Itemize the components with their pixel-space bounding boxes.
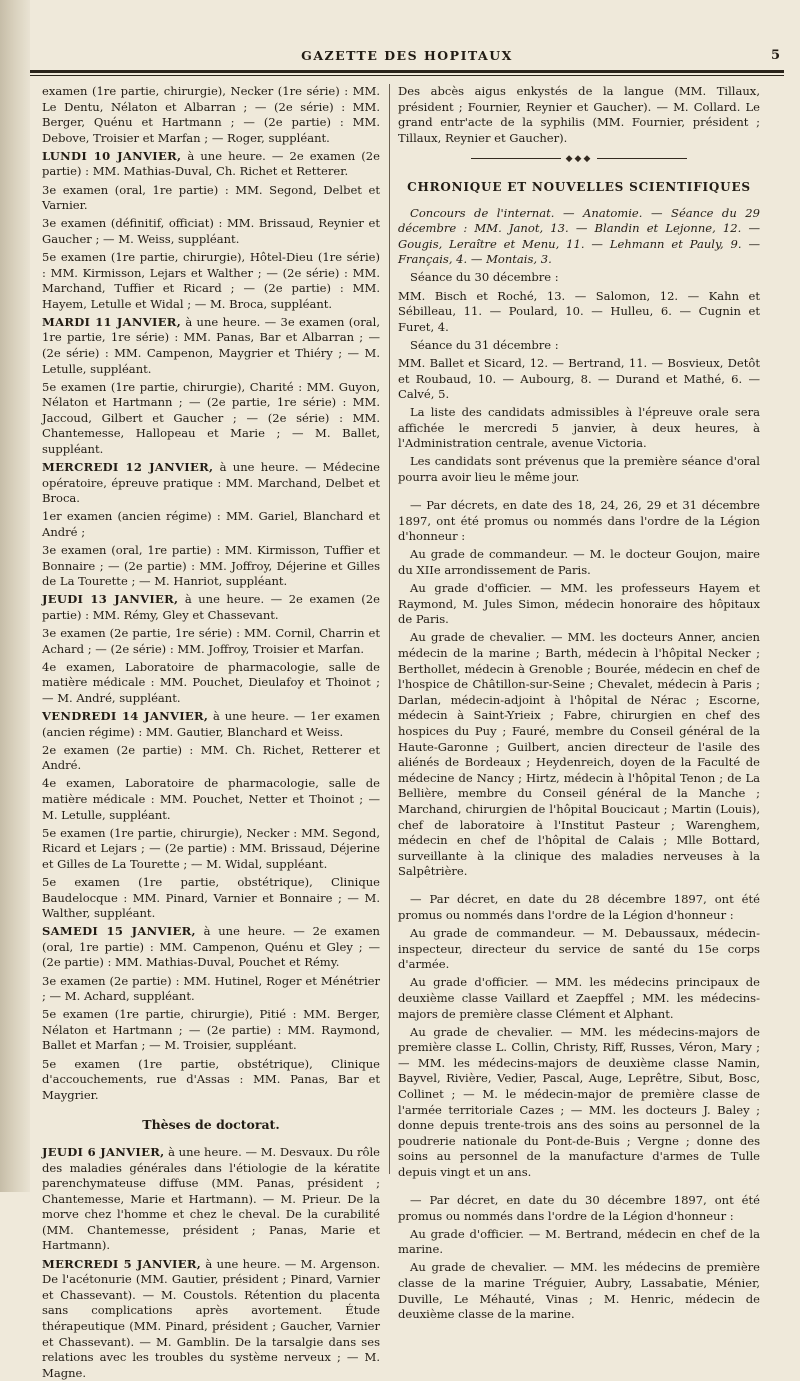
paragraph: MM. Ballet et Sicard, 12. — Bertrand, 11. — Bosvieux, Detôt et Roubaud, 10. — Aubourg, 8. — Durand et Mathé, 6. — Calvé, 5. (398, 355, 760, 402)
page-binding-shadow (0, 0, 30, 1192)
paragraph: 5e examen (1re partie, obstétrique), Clinique Baudelocque : MM. Pinard, Varnier et Bonnaire ; — M. Walther, suppléant. (42, 875, 380, 921)
paragraph: JEUDI 6 JANVIER, à une heure. — M. Desvaux. Du rôle des maladies générales dans l'étiologie de la kératite parenchymateuse diffuse (MM. Panas, président ; Chantemesse, Marie et Hartmann). — M. Prieur. De la morve chez l'homme et chez le cheval. De la curabilité (MM. Chantemesse, président ; Panas, Marie et Hartmann). (42, 1144, 380, 1253)
paragraph: 3e examen (oral, 1re partie) : MM. Kirmisson, Tuffier et Bonnaire ; — (2e partie) : MM. Joffroy, Déjerine et Gilles de La Tourette ; — M. Hanriot, suppléant. (42, 543, 380, 589)
paragraph: Séance du 30 décembre : (410, 270, 559, 285)
paragraph: 3e examen (définitif, officiat) : MM. Brissaud, Reynier et Gaucher ; — M. Weiss, suppléant. (42, 216, 380, 246)
paragraph: 1er examen (ancien régime) : MM. Gariel, Blanchard et André ; (42, 509, 380, 540)
exam-date: MERCREDI 12 JANVIER, (42, 460, 214, 475)
newspaper-page (30, 0, 784, 1380)
paragraph: 3e examen (2e partie, 1re série) : MM. Cornil, Charrin et Achard ; — (2e série) : MM. Joffroy, Troisier et Marfan. (42, 626, 380, 656)
paragraph: LUNDI 10 JANVIER, à une heure. — 2e examen (2e partie) : MM. Mathias-Duval, Ch. Richet et Retterer. (42, 148, 380, 179)
paragraph: La liste des candidats admissibles à l'épreuve orale sera affichée le mercredi 5 janvier, à deux heures, à l'Administration centrale, avenue Victoria. (398, 405, 760, 451)
exam-date: JEUDI 6 JANVIER, (42, 1144, 165, 1159)
paragraph: 3e examen (2e partie) : MM. Hutinel, Roger et Ménétrier ; — M. Achard, suppléant. (42, 973, 380, 1004)
paragraph: Au grade d'officier. — M. Bertrand, médecin en chef de la marine. (398, 1226, 760, 1257)
right-column (398, 84, 760, 1322)
page-header (30, 44, 784, 66)
header-rule-thin (30, 75, 784, 76)
paragraph: JEUDI 13 JANVIER, à une heure. — 2e examen (2e partie) : MM. Rémy, Gley et Chassevant. (42, 592, 380, 622)
paragraph: VENDREDI 14 JANVIER, à une heure. — 1er examen (ancien régime) : MM. Gautier, Blanchard et Weiss. (42, 709, 380, 739)
paragraph: — Par décrets, en date des 18, 24, 26, 29 et 31 décembre 1897, ont été promus ou nommés dans l'ordre de la Légion d'honneur : (398, 498, 760, 544)
page-number: 5 (770, 48, 780, 63)
paragraph: 5e examen (1re partie, obstétrique), Clinique d'accouchements, rue d'Assas : MM. Panas, Bar et Maygrier. (42, 1056, 380, 1102)
paragraph: MERCREDI 5 JANVIER, à une heure. — M. Argenson. De l'acétonurie (MM. Gautier, président ; Pinard, Varnier et Chassevant). — M. Coustols. Rétention du placenta sans complications après avortement. Étude thérapeutique (MM. Pinard, président ; Gaucher, Varnier et Chassevant). — M. Gamblin. De la tarsalgie dans ses relations avec les troubles du système nerveux ; — M. Magne. (42, 1256, 380, 1380)
page-title: GAZETTE DES HOPITAUX (301, 48, 513, 63)
paragraph: MERCREDI 12 JANVIER, à une heure. — Médecine opératoire, épreuve pratique : MM. Marchand, Delbet et Broca. (42, 460, 380, 506)
paragraph: Au grade de chevalier. — MM. les médecins de première classe de la marine Tréguier, Aubry, Lassabatie, Ménier, Duville, Le Méhauté, Vinas ; M. Henric, médecin de deuxième classe de la marine. (398, 1260, 760, 1322)
paragraph: Au grade de chevalier. — MM. les docteurs Anner, ancien médecin de la marine ; Barth, médecin à l'hôpital Necker ; Berthollet, médecin à Grenoble ; Bourée, médecin en chef de l'hospice de Châtillon-sur-Seine ; Chevalet, médecin à Paris ; Darlan, médecin-adjoint à l'hôpital de Nérac ; Escorne, médecin à Saint-Yrieix ; Fabre, chirurgien en chef des hospices du Puy ; Fauré, membre du Conseil général de la Haute-Garonne ; Guilbert, ancien directeur de l'asile des aliénés de Bordeaux ; Heydenreich, doyen de la Faculté de médecine de Nancy ; Hirtz, médecin à l'hôpital Tenon ; de La Bellière, membre du Conseil général de la Manche ; Marchand, chirurgien de l'hôpital Boucicaut ; Martin (Louis), chef de laboratoire à l'Institut Pasteur ; Warenghem, médecin en chef de l'hôpital de Calais ; Mlle Bottard, surveillante à la clinique des maladies nerveuses à la Salpêtrière. (398, 630, 760, 879)
paragraph: Au grade de chevalier. — MM. les médecins-majors de première classe L. Collin, Christy, Riff, Russes, Véron, Mary ; — MM. les médecins-majors de deuxième classe Namin, Bayvel, Rivière, Vedier, Pascal, Auge, Leprêtre, Sibut, Bosc, Collinet ; — M. le médecin-major de première classe de l'armée territoriale Cazes ; — MM. les docteurs J. Baley ; donne depuis trente-trois ans des soins au personnel de la poudrerie nationale du Pont-de-Buis ; Vergne ; donne des soins au personnel de la manufacture d'armes de Tulle depuis vingt et un ans. (398, 1024, 760, 1179)
paragraph: — Par décret, en date du 30 décembre 1897, ont été promus ou nommés dans l'ordre de la Légion d'honneur : (398, 1193, 760, 1223)
paragraph: Séance du 31 décembre : (410, 337, 559, 352)
column-divider (389, 84, 390, 1174)
header-rule-thick (30, 70, 784, 73)
paragraph: 4e examen, Laboratoire de pharmacologie, salle de matière médicale : MM. Pouchet, Netter et Thoinot ; — M. Letulle, suppléant. (42, 776, 380, 822)
paragraph: — Par décret, en date du 28 décembre 1897, ont été promus ou nommés dans l'ordre de la Légion d'honneur : (398, 892, 760, 922)
paragraph: MARDI 11 JANVIER, à une heure. — 3e examen (oral, 1re partie, 1re série) : MM. Panas, Bar et Albarran ; — (2e série) : MM. Campenon, Maygrier et Thiéry ; — M. Letulle, suppléant. (42, 314, 381, 376)
paragraph: 2e examen (2e partie) : MM. Ch. Richet, Retterer et André. (42, 742, 380, 773)
exam-date: JEUDI 13 JANVIER, (42, 592, 179, 607)
section-ornament: ◆◆◆ (398, 152, 760, 168)
exam-date: MARDI 11 JANVIER, (42, 314, 182, 329)
left-column (42, 84, 381, 1380)
paragraph: 5e examen (1re partie, chirurgie), Necker : MM. Segond, Ricard et Lejars ; — (2e partie) : MM. Brissaud, Déjerine et Gilles de La Tourette ; — M. Widal, suppléant. (42, 825, 380, 871)
paragraph: 4e examen, Laboratoire de pharmacologie, salle de matière médicale : MM. Pouchet, Dieulafoy et Thoinot ; — M. André, suppléant. (42, 659, 380, 705)
paragraph: Concours de l'internat. — Anatomie. — Séance du 29 décembre : MM. Janot, 13. — Blandin et Lejonne, 12. — Gougis, Leraître et Menu, 11. — Lehmann et Pauly, 9. — Français, 4. — Montais, 3. (398, 205, 760, 267)
paragraph: 5e examen (1re partie, chirurgie), Pitié : MM. Berger, Nélaton et Hartmann ; — (2e partie) : MM. Raymond, Ballet et Marfan ; — M. Troisier, suppléant. (42, 1007, 380, 1053)
paragraph: examen (1re partie, chirurgie), Necker (1re série) : MM. Le Dentu, Nélaton et Albarran ; — (2e série) : MM. Berger, Quénu et Hartmann ; — (2e partie) : MM. Debove, Troisier et Marfan ; — Roger, suppléant. (42, 84, 380, 145)
exam-date: SAMEDI 15 JANVIER, (42, 924, 196, 939)
paragraph: SAMEDI 15 JANVIER, à une heure. — 2e examen (oral, 1re partie) : MM. Campenon, Quénu et Gley ; — (2e partie) : MM. Mathias-Duval, Pouchet et Rémy. (42, 924, 380, 970)
paragraph: Au grade d'officier. — MM. les professeurs Hayem et Raymond, M. Jules Simon, médecin honoraire des hôpitaux de Paris. (398, 581, 760, 627)
exam-date: MERCREDI 5 JANVIER, (42, 1256, 202, 1271)
paragraph: Au grade d'officier. — MM. les médecins principaux de deuxième classe Vaillard et Zaepffel ; MM. les médecins-majors de première classe Clément et Alphant. (398, 975, 760, 1021)
paragraph: Les candidats sont prévenus que la première séance d'oral pourra avoir lieu le même jour. (398, 454, 760, 485)
paragraph: Au grade de commandeur. — M. Debaussaux, médecin-inspecteur, directeur du service de santé du 15e corps d'armée. (398, 926, 760, 972)
theses-heading: Thèses de doctorat. (142, 1117, 280, 1133)
exam-date: VENDREDI 14 JANVIER, (42, 709, 209, 724)
exam-date: LUNDI 10 JANVIER, (42, 148, 182, 163)
paragraph: MM. Bisch et Roché, 13. — Salomon, 12. — Kahn et Sébilleau, 11. — Poulard, 10. — Hulleu, 6. — Cugnin et Furet, 4. (398, 288, 760, 334)
paragraph: 3e examen (oral, 1re partie) : MM. Segond, Delbet et Varnier. (42, 182, 380, 213)
paragraph: 5e examen (1re partie, chirurgie), Charité : MM. Guyon, Nélaton et Hartmann ; — (2e partie, 1re série) : MM. Jaccoud, Gilbert et Gaucher ; — (2e série) : MM. Chantemesse, Hallopeau et Marie ; — M. Ballet, suppléant. (42, 379, 380, 457)
paragraph: Au grade de commandeur. — M. le docteur Goujon, maire du XIIe arrondissement de Paris. (398, 547, 760, 578)
paragraph: 5e examen (1re partie, chirurgie), Hôtel-Dieu (1re série) : MM. Kirmisson, Lejars et Walther ; — (2e série) : MM. Marchand, Tuffier et Ricard ; — (2e partie) : MM. Hayem, Letulle et Widal ; — M. Broca, suppléant. (42, 249, 380, 311)
section-heading: CHRONIQUE ET NOUVELLES SCIENTIFIQUES (407, 179, 751, 194)
paragraph: Des abcès aigus enkystés de la langue (MM. Tillaux, président ; Fournier, Reynier et Gaucher). — M. Collard. Le grand entr'acte de la syphilis (MM. Fournier, président ; Tillaux, Reynier et Gaucher). (398, 84, 760, 145)
